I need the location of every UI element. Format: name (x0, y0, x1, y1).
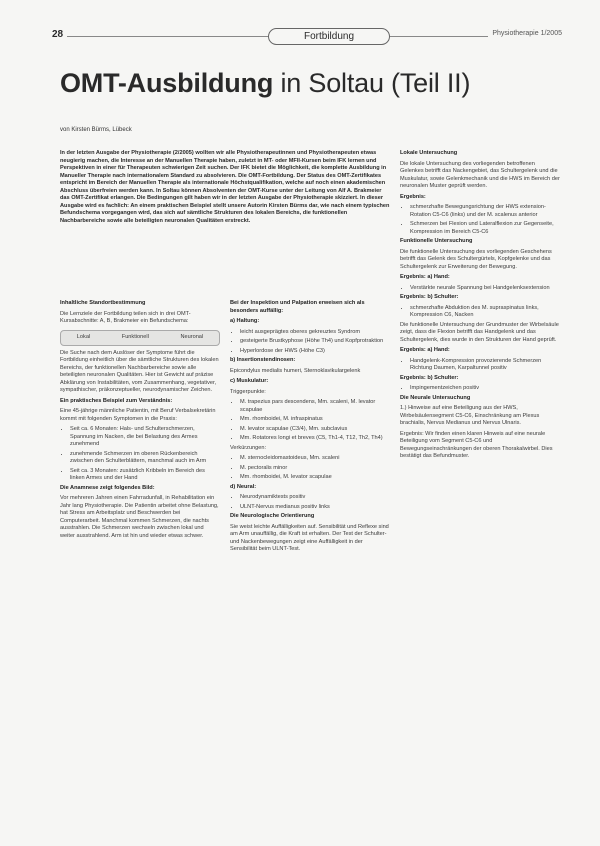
heading-anamnese: Die Anamnese zeigt folgendes Bild: (60, 484, 155, 491)
title-rest: in Soltau (Teil II) (280, 68, 471, 98)
neural-list (230, 494, 390, 511)
column-1 (60, 300, 220, 543)
list-item: • M. sternocleidomastoideus, Mm. scaleni (240, 455, 390, 463)
schema-box (60, 330, 220, 346)
list-item: • Hyperlordose der HWS (Höhe C3) (240, 348, 390, 356)
heading-standort: Inhaltliche Standortbestimmung (60, 300, 146, 306)
heading-ergebnis-hand-2: Ergebnis: a) Hand: (400, 347, 450, 353)
schema-item-funktionell: Funktionell (121, 333, 149, 340)
article-title (60, 68, 470, 99)
list-item: • Neurodynamiktests positiv (240, 494, 390, 502)
list-item: • Seit ca. 3 Monaten: zusätzlich Kribbeln im Bereich des linken Armes und der Hand (70, 468, 220, 483)
heading-inspektion: Bei der Inspektion und Palpation erweisen sich als besonders auffällig: (230, 300, 365, 314)
hand-list (400, 285, 560, 293)
paragraph: Eine 45-jährige männliche Patientin, mit Beruf Verbalsekretärin kommt mit folgenden Symptomen in die Praxis: (60, 408, 216, 422)
heading-beispiel: Ein praktisches Beispiel zum Verständnis: (60, 397, 173, 404)
list-item: • schmerzhafte Abduktion des M. supraspinatus links, Kompression C6, Nacken (410, 305, 560, 320)
heading-ergebnis-schulter-2: Ergebnis: b) Schulter: (400, 374, 459, 381)
paragraph: Epicondylus medialis humeri, Sternoklavikulargelenk (230, 367, 361, 374)
section-label: Fortbildung (268, 28, 390, 45)
heading-ergebnis-hand: Ergebnis: a) Hand: (400, 274, 450, 280)
paragraph: Die funktionelle Untersuchung des vorliegenden Geschehens betrifft das Gelenk des Schultergürtels, Kopfgelenke und das Schultergelenk zur Erweiterung der Bewegung. (400, 248, 552, 270)
paragraph: Triggerpunkte: (230, 388, 266, 395)
list-item: • zunehmende Schmerzen im oberen Rückenbereich zwischen den Schulterblättern, manchmal auch im Arm (70, 451, 220, 466)
schulter-list (400, 305, 560, 320)
list-item: • M. levator scapulae (C3/4), Mm. subclavius (240, 426, 390, 434)
heading-neurale-untersuchung: Die Neurale Untersuchung (400, 394, 471, 401)
column-3 (400, 150, 560, 464)
list-item: • M. pectoralis minor (240, 465, 390, 473)
list-item: • Mm. rhomboidei, M. levator scapulae (240, 474, 390, 482)
list-item: • Schmerzen bei Flexion und Lateralflexion zur Gegenseite, Kompression im Bereich C5-C6 (410, 221, 560, 236)
schema-item-lokal: Lokal (76, 333, 91, 340)
paragraph: Verkürzungen: (230, 444, 267, 451)
heading-ergebnis-schulter: Ergebnis: b) Schulter: (400, 294, 459, 300)
heading-funktionell: Funktionelle Untersuchung (400, 238, 473, 244)
list-item: • M. trapezius pars descendens, Mm. scaleni, M. levator scapulae (240, 399, 390, 414)
list-item: • Verstärkte neurale Spannung bei Handgelenksextension (410, 285, 560, 293)
list-item: • ULNT-Nervus medianus positiv links (240, 504, 390, 512)
paragraph: Die lokale Untersuchung des vorliegenden betroffenen Gelenkes betrifft das Nackengebiet, das Schultergelenk und die Muskulatur, sowie Gelenkmechanik und die HWS im Bereich der neuronalen Muster geprüft werden. (400, 160, 560, 189)
lead-paragraph: In der letzten Ausgabe der Physiotherapie (2/2005) wollten wir alle Physiotherapeutinnen und Physiotherapeuten etwas neugierig machen, die Interesse an der Manuellen Therapie haben, zuletzt in MT- oder MFII-Kursen beim IFK lernen und Perspektiven in einer für Therapeuten schwierigen Zeit suchen. Der IFK bietet die Möglichkeit, die komplette Ausbildung in Manueller Therapie nach internationalem Standard zu absolvieren. Die OMT-Fortbildung. Der Status des OMT-Zertifikates entspricht im Bereich der Manuellen Therapie als internationale Höchstqualifikation, welche auf noch einen akademischen Abschluss überfreien werden kann. In Soltau können Absolventen der OMT-Kurse unter der Leitung von Alf A. Brakmeier das OMT-Zertifikat erlangen. Die Bedingungen gilt haben wir in der letzten Ausgabe der Physiotherapie skizziert. In dieser Ausgabe wird es fachlich: An einem praktischen Beispiel stellt unsere Autorin Kirsten Bürms dar, wie nach einem typischen Befundschema vorgegangen wird, das sich auf sämtliche Strukturen des lokalen Bereichs, die funktionellen Nachbarbereiche sowie alle beteiligten neuronalen Qualitäten erstreckt. (60, 150, 390, 224)
paragraph: Vor mehreren Jahren einen Fahrradunfall, in Rehabilitation ein Jahr lang Physiotherapie. Die Patientin arbeitet ohne Belastung, hat Stress am Arbeitsplatz und Beschwerden bei Computerarbeit. Manchmal kommen Schmerzen, die nachts ausstrahlen. Die Schmerzen wechseln zwischen lokal und weiter ausstrahlend. Arm ist hin und wieder etwas schwer. (60, 495, 219, 539)
subheading-muskulatur: c) Muskulatur: (230, 378, 269, 384)
paragraph: Die Suche nach dem Auslöser der Symptome führt die Fortbildung einheitlich über die sämtliche Strukturen des lokalen Bereichs, der funktionellen Nachbarbereiche sowie alle beteiligten neuronalen Qualitäten. Hier ist Gewicht auf präzise Abklärung von Instabilitäten, vom Zusammenhang, vegetativer, sympathischer, präkonzeptueller, neurodynamischer Zeichen. (60, 349, 219, 393)
subheading-haltung: a) Haltung: (230, 318, 260, 324)
issue-label: Physiotherapie 1/2005 (488, 30, 562, 37)
list-item: • Mm. rhomboidei, M. infraspinatus (240, 416, 390, 424)
schema-item-neuronal: Neuronal (180, 333, 204, 340)
schulter-list-2 (400, 385, 560, 393)
lead-column (60, 150, 390, 228)
heading-ergebnis: Ergebnis: (400, 193, 426, 200)
subheading-neural: d) Neural: (230, 483, 257, 490)
symptom-list (60, 426, 220, 483)
list-item: • Seit ca. 6 Monaten: Hals- und Schulterschmerzen, Spannung im Nacken, die bei Belastung des Armes zunehmend (70, 426, 220, 449)
paragraph: 1.) Hinweise auf eine Beteiligung aus der HWS, Wirbelsäulensegment C5-C6, Einschränkung am Plexus brachialis, Nervus Medianus und Nervus Ulnaris. (400, 405, 540, 426)
list-item: • Handgelenk-Kompression provozierende Schmerzen Richtung Daumen, Karpaltunnel positiv (410, 358, 560, 373)
trigger-list (230, 399, 390, 443)
list-item: • Mm. Rotatores longi et breves (C5, Th1-4, T12, Th2, Th4) (240, 435, 390, 443)
list-item: • Impingementzeichen positiv (410, 385, 560, 393)
subheading-insertion: b) Insertionstendinosen: (230, 357, 296, 363)
list-item: • leicht ausgeprägtes oberes gekreuztes Syndrom (240, 329, 390, 337)
title-bold: OMT-Ausbildung (60, 68, 274, 98)
heading-neuro-orientierung: Die Neurologische Orientierung (230, 513, 315, 519)
paragraph: Die funktionelle Untersuchung der Grundmuster der Wirbelsäule zeigt, dass die Flexion betrifft das Handgelenk und das Schultergelenk, dies wurde in den Strukturen der Hand geprüft. (400, 321, 559, 343)
page-header (52, 28, 562, 46)
column-2 (230, 300, 390, 557)
paragraph: Sie weist leichte Auffälligkeiten auf. Sensibilität und Reflexe sind am Arm unauffällig, die Kraft ist erhalten. Der Test der Schulter- und Nackenbewegungen zeigt eine Auffälligkeit in der Sensibilität beim ULNT-Test. (230, 523, 389, 552)
haltung-list (230, 329, 390, 356)
verkuerzung-list (230, 455, 390, 482)
page-number: 28 (52, 29, 67, 40)
author-line: von Kirsten Bürms, Lübeck (60, 127, 132, 133)
ergebnis-list (400, 204, 560, 236)
list-item: • schmerzhafte Bewegungsrichtung der HWS extension-Rotation C5-C6 (links) und der M. scalenus anterior (410, 204, 560, 219)
heading-lokal: Lokale Untersuchung (400, 150, 458, 156)
hand-list-2 (400, 358, 560, 373)
paragraph: Die Lernziele der Fortbildung teilen sich in drei OMT-Kursabschnitte: A, B, Brakmeier ein Befundschema: (60, 310, 191, 324)
list-item: • gesteigerte Brustkyphose (Höhe Th4) und Kopfprotraktion (240, 338, 390, 346)
paragraph: Ergebnis: Wir finden einen klaren Hinweis auf eine neurale Beteiligung vom Segment C5-C6 und Bewegungseinschränkungen der oberen Thorakalwirbel. Dies bestätigt das Befundmuster. (400, 430, 553, 459)
